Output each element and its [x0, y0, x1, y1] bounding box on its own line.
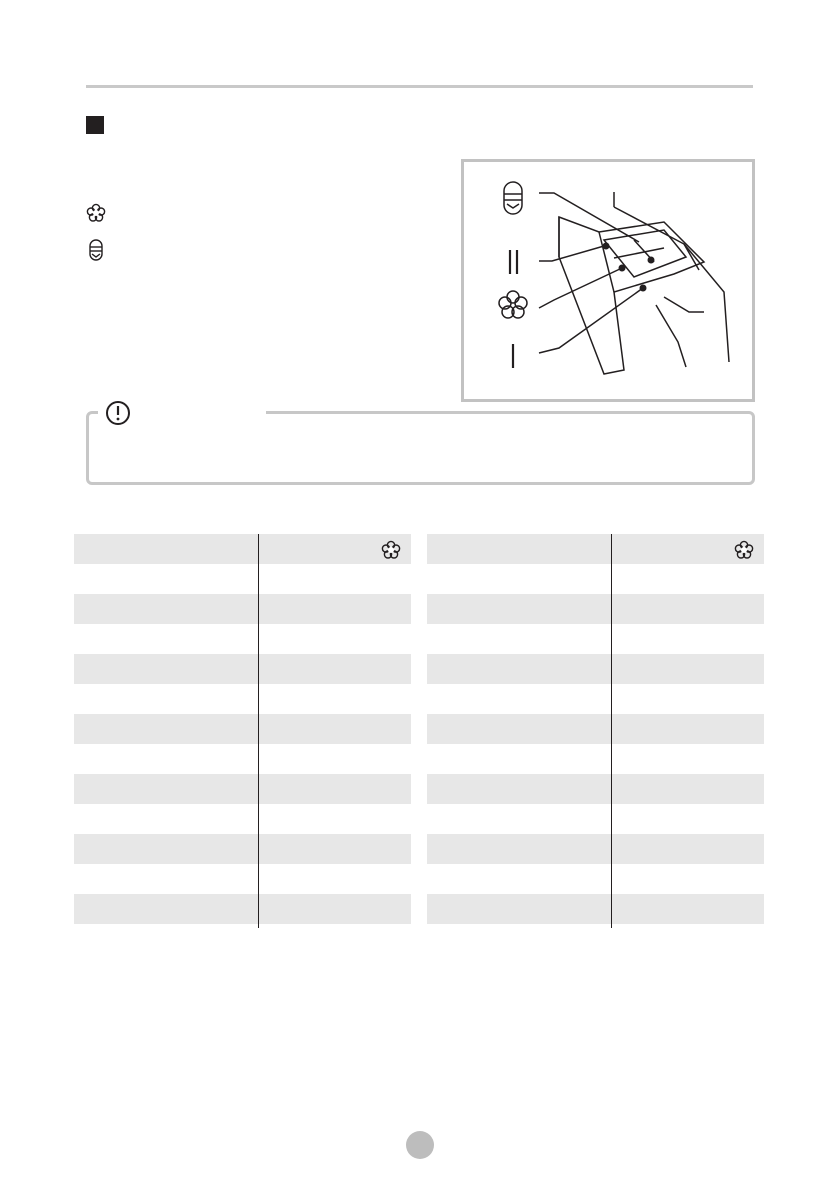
table-row — [427, 864, 764, 894]
softener-flower-icon — [734, 540, 754, 560]
program-table-left — [74, 534, 411, 924]
table-row — [427, 564, 764, 594]
table-header-row — [427, 534, 764, 564]
table-row — [74, 684, 411, 714]
detergent-dispenser-figure — [461, 159, 755, 402]
table-row — [427, 804, 764, 834]
table-divider — [258, 534, 259, 928]
table-row — [427, 624, 764, 654]
table-row — [427, 714, 764, 744]
liquid-detergent-container-icon — [504, 182, 522, 214]
table-divider — [611, 534, 612, 928]
top-rule — [86, 85, 753, 88]
exclamation-circle-icon — [104, 399, 132, 427]
table-row — [74, 834, 411, 864]
table-row — [74, 894, 411, 924]
table-row — [427, 744, 764, 774]
liquid-detergent-container-icon — [86, 239, 106, 259]
table-row — [74, 744, 411, 774]
softener-flower-icon — [499, 291, 527, 318]
table-row — [427, 594, 764, 624]
table-row — [427, 834, 764, 864]
table-row — [74, 654, 411, 684]
program-table-right — [427, 534, 764, 924]
table-row — [74, 774, 411, 804]
table-row — [427, 894, 764, 924]
softener-flower-icon — [86, 203, 106, 223]
section-marker-square — [86, 116, 104, 134]
table-row — [74, 624, 411, 654]
table-row — [74, 714, 411, 744]
table-row — [74, 864, 411, 894]
table-row — [427, 774, 764, 804]
table-row — [74, 594, 411, 624]
softener-flower-icon — [381, 540, 401, 560]
table-row — [74, 564, 411, 594]
table-header-row — [74, 534, 411, 564]
table-row — [427, 684, 764, 714]
page-number-badge — [406, 1131, 434, 1159]
table-row — [74, 804, 411, 834]
table-row — [427, 654, 764, 684]
